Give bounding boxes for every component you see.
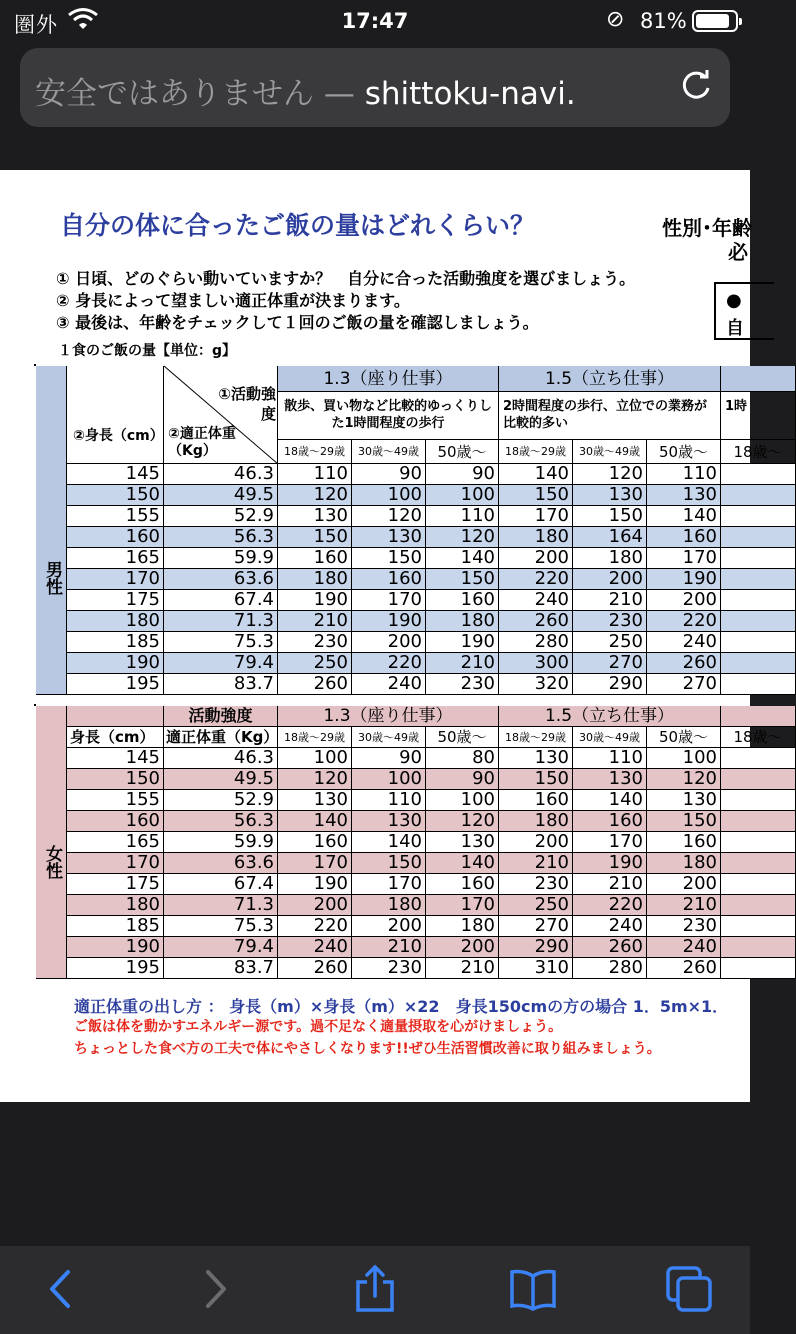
- table-cell: 160: [278, 832, 352, 853]
- share-icon[interactable]: [350, 1264, 400, 1314]
- table-cell: 190: [278, 590, 352, 611]
- right-title-2: 必: [728, 240, 748, 264]
- table-cell: 170: [67, 569, 164, 590]
- url-text[interactable]: [35, 68, 655, 113]
- battery-percent: 81%: [640, 9, 687, 33]
- table-cell: 56.3: [164, 527, 278, 548]
- table-cell: 80: [426, 748, 499, 769]
- table-cell: 250: [573, 632, 647, 653]
- level1-header: 1.3（座り仕事）: [278, 366, 499, 392]
- table-cell: 75.3: [164, 916, 278, 937]
- browser-toolbar: [0, 1246, 750, 1334]
- table-cell-clipped: [721, 853, 796, 874]
- age-header-3: 18歳～29歳: [499, 727, 573, 748]
- table-cell: 150: [352, 853, 426, 874]
- table-cell-clipped: [721, 958, 796, 979]
- table-cell: 140: [426, 548, 499, 569]
- battery-icon: [692, 10, 738, 32]
- table-cell: 83.7: [164, 674, 278, 695]
- table-cell: 230: [647, 916, 721, 937]
- table-cell: 46.3: [164, 464, 278, 485]
- table-cell: 180: [426, 611, 499, 632]
- table-cell-clipped: [721, 653, 796, 674]
- table-cell: 200: [499, 832, 573, 853]
- table-cell: 195: [67, 958, 164, 979]
- level3-header: [721, 706, 796, 727]
- table-cell-clipped: [721, 937, 796, 958]
- table-cell: 110: [426, 506, 499, 527]
- table-cell: 200: [352, 632, 426, 653]
- age-header-5: 50歳～: [647, 440, 721, 464]
- table-cell: 260: [647, 958, 721, 979]
- table-cell: 120: [573, 464, 647, 485]
- table-cell: 90: [426, 464, 499, 485]
- table-cell: 49.5: [164, 769, 278, 790]
- male-rice-table: [34, 364, 783, 694]
- table-cell: 290: [499, 937, 573, 958]
- table-cell: 175: [67, 874, 164, 895]
- table-cell: 140: [499, 464, 573, 485]
- table-cell: 220: [352, 653, 426, 674]
- table-cell: 190: [647, 569, 721, 590]
- table-cell: 280: [499, 632, 573, 653]
- table-cell: 160: [647, 527, 721, 548]
- table-cell: 100: [352, 485, 426, 506]
- table-cell: 140: [647, 506, 721, 527]
- table-cell: 220: [647, 611, 721, 632]
- age-header-3: 18歳～29歳: [499, 440, 573, 464]
- footer-note-2: ちょっとした食べ方の工夫で体にやさしくなります!!ぜひ生活習慣改善に取り組みましょう。: [74, 1041, 661, 1057]
- footer-formula: 適正体重の出し方 ： 身長（m）×身長（m）×22 身長150cmの方の場合 1．5m×1．: [74, 997, 729, 1016]
- age-header-4: 30歳～49歳: [573, 440, 647, 464]
- table-cell: 180: [352, 895, 426, 916]
- table-cell-clipped: [721, 464, 796, 485]
- age-header-0: 18歳～29歳: [278, 727, 352, 748]
- table-cell: 300: [499, 653, 573, 674]
- table-cell: 190: [67, 937, 164, 958]
- age-header-6: 18歳～: [721, 727, 796, 748]
- table-cell: 130: [647, 790, 721, 811]
- activity-label: 活動強度: [164, 706, 278, 727]
- table-cell: 150: [426, 569, 499, 590]
- url-domain: shittoku-navi.: [364, 76, 576, 112]
- table-cell: 160: [67, 527, 164, 548]
- table-cell: 190: [426, 632, 499, 653]
- level3-description: 1時: [721, 392, 796, 440]
- table-cell: 180: [499, 527, 573, 548]
- table-cell: 160: [278, 548, 352, 569]
- table-cell: 67.4: [164, 874, 278, 895]
- table-cell: 190: [352, 611, 426, 632]
- unit-note: １食のご飯の量【単位：g】: [58, 343, 237, 359]
- table-cell: 240: [352, 674, 426, 695]
- table-cell: 145: [67, 748, 164, 769]
- table-cell: 180: [647, 853, 721, 874]
- table-cell: 83.7: [164, 958, 278, 979]
- table-cell: 210: [426, 958, 499, 979]
- table-cell-clipped: [721, 811, 796, 832]
- table-cell: 200: [573, 569, 647, 590]
- table-cell: 150: [499, 769, 573, 790]
- table-cell-clipped: [721, 874, 796, 895]
- table-cell-clipped: [721, 632, 796, 653]
- female-rice-table: [34, 704, 783, 978]
- table-cell: 270: [647, 674, 721, 695]
- table-cell: 210: [573, 590, 647, 611]
- right-title-1: 性別･年齢: [662, 216, 752, 240]
- age-header-2: 50歳～: [426, 727, 499, 748]
- table-cell: 130: [573, 769, 647, 790]
- table-cell-clipped: [721, 790, 796, 811]
- table-cell: 164: [573, 527, 647, 548]
- table-cell: 170: [426, 895, 499, 916]
- table-cell: 59.9: [164, 548, 278, 569]
- age-header-4: 30歳～49歳: [573, 727, 647, 748]
- table-cell: 250: [499, 895, 573, 916]
- height-label: ②身長（cm）: [73, 428, 164, 444]
- table-cell: 110: [278, 464, 352, 485]
- table-cell: 160: [573, 811, 647, 832]
- table-cell: 230: [426, 674, 499, 695]
- age-header-1: 30歳～49歳: [352, 727, 426, 748]
- table-cell: 120: [352, 506, 426, 527]
- table-cell: 130: [573, 485, 647, 506]
- table-cell: 180: [426, 916, 499, 937]
- blank-header: [67, 706, 164, 727]
- table-cell: 230: [278, 632, 352, 653]
- web-content: [0, 170, 783, 1102]
- weight-label: 適正体重（Kg）: [166, 728, 279, 746]
- table-cell: 46.3: [164, 748, 278, 769]
- table-cell: 160: [426, 590, 499, 611]
- instruction-3: ③ 最後は、年齢をチェックして１回のご飯の量を確認しましょう。: [56, 313, 539, 332]
- table-cell: 120: [647, 769, 721, 790]
- table-cell: 220: [278, 916, 352, 937]
- table-cell: 180: [67, 895, 164, 916]
- table-cell: 200: [647, 874, 721, 895]
- table-cell: 52.9: [164, 506, 278, 527]
- table-cell: 180: [67, 611, 164, 632]
- table-cell-clipped: [721, 769, 796, 790]
- table-cell: 170: [67, 853, 164, 874]
- table-cell: 165: [67, 832, 164, 853]
- table-cell: 100: [426, 485, 499, 506]
- table-cell: 56.3: [164, 811, 278, 832]
- table-cell: 150: [573, 506, 647, 527]
- table-cell: 210: [426, 653, 499, 674]
- table-cell: 190: [278, 874, 352, 895]
- table-cell: 200: [647, 590, 721, 611]
- table-cell: 67.4: [164, 590, 278, 611]
- table-cell: 140: [573, 790, 647, 811]
- table-cell: 90: [426, 769, 499, 790]
- age-header-0: 18歳～29歳: [278, 440, 352, 464]
- table-cell: 260: [278, 674, 352, 695]
- table-cell-clipped: [721, 485, 796, 506]
- table-cell-clipped: [721, 916, 796, 937]
- table-cell: 290: [573, 674, 647, 695]
- table-cell: 240: [647, 937, 721, 958]
- sex-label: 男性: [42, 561, 62, 595]
- table-cell: 175: [67, 590, 164, 611]
- table-cell: 195: [67, 674, 164, 695]
- table-cell: 190: [67, 653, 164, 674]
- age-header-5: 50歳～: [647, 727, 721, 748]
- table-cell: 170: [647, 548, 721, 569]
- table-cell: 120: [426, 527, 499, 548]
- table-cell: 71.3: [164, 611, 278, 632]
- tabs-icon[interactable]: [664, 1264, 714, 1314]
- table-cell: 310: [499, 958, 573, 979]
- age-header-2: 50歳～: [426, 440, 499, 464]
- level1-header: 1.3（座り仕事）: [278, 706, 499, 727]
- table-cell: 230: [499, 874, 573, 895]
- table-cell: 240: [278, 937, 352, 958]
- forward-icon[interactable]: [190, 1264, 240, 1314]
- table-cell: 180: [573, 548, 647, 569]
- table-cell: 160: [67, 811, 164, 832]
- table-cell: 110: [573, 748, 647, 769]
- table-cell: 210: [352, 937, 426, 958]
- table-cell: 155: [67, 506, 164, 527]
- table-cell: 210: [573, 874, 647, 895]
- table-cell: 130: [278, 790, 352, 811]
- table-cell: 260: [499, 611, 573, 632]
- table-cell: 220: [499, 569, 573, 590]
- table-cell: 150: [278, 527, 352, 548]
- table-cell: 90: [352, 748, 426, 769]
- height-label: 身長（cm）: [67, 727, 164, 748]
- instruction-1: ① 日頃、どのぐらい動いていますか？ 自分に合った活動強度を選びましょう。: [56, 269, 636, 288]
- table-cell: 230: [352, 958, 426, 979]
- bookmarks-icon[interactable]: [508, 1264, 558, 1314]
- right-note-box: ● 自: [714, 282, 774, 340]
- table-cell-clipped: [721, 832, 796, 853]
- instruction-2: ② 身長によって望ましい適正体重が決まります。: [56, 291, 410, 310]
- table-cell: 180: [278, 569, 352, 590]
- table-cell: 59.9: [164, 832, 278, 853]
- table-cell: 185: [67, 916, 164, 937]
- table-cell: 100: [426, 790, 499, 811]
- table-cell: 170: [352, 874, 426, 895]
- table-cell: 200: [426, 937, 499, 958]
- table-cell: 270: [573, 653, 647, 674]
- table-cell: 120: [278, 769, 352, 790]
- table-cell: 145: [67, 464, 164, 485]
- table-cell-clipped: [721, 527, 796, 548]
- table-cell: 240: [573, 916, 647, 937]
- table-cell: 160: [499, 790, 573, 811]
- level3-header: [721, 366, 796, 392]
- table-cell: 210: [647, 895, 721, 916]
- activity-label: ①活動強度: [218, 385, 276, 423]
- table-cell: 250: [278, 653, 352, 674]
- table-cell: 160: [426, 874, 499, 895]
- table-cell: 140: [426, 853, 499, 874]
- table-cell: 170: [573, 832, 647, 853]
- table-cell: 170: [278, 853, 352, 874]
- table-cell: 79.4: [164, 653, 278, 674]
- table-cell: 52.9: [164, 790, 278, 811]
- table-cell: 200: [352, 916, 426, 937]
- address-bar[interactable]: [20, 48, 730, 127]
- table-cell: 185: [67, 632, 164, 653]
- table-cell: 230: [573, 611, 647, 632]
- table-cell: 140: [352, 832, 426, 853]
- table-cell: 130: [352, 811, 426, 832]
- table-cell: 155: [67, 790, 164, 811]
- table-cell: 260: [647, 653, 721, 674]
- footer-note-1: ご飯は体を動かすエネルギー源です。過不足なく適量摂取を心がけましょう。: [74, 1019, 563, 1035]
- table-cell-clipped: [721, 590, 796, 611]
- level2-header: 1.5（立ち仕事）: [499, 366, 721, 392]
- table-cell: 100: [278, 748, 352, 769]
- security-warning: 安全ではありません —: [35, 76, 365, 112]
- table-cell: 140: [278, 811, 352, 832]
- table-cell: 130: [499, 748, 573, 769]
- table-cell: 79.4: [164, 937, 278, 958]
- table-cell: 180: [499, 811, 573, 832]
- level1-description: 散歩、買い物など比較的ゆっくりした1時間程度の歩行: [278, 392, 499, 440]
- table-cell: 200: [278, 895, 352, 916]
- table-cell: 100: [647, 748, 721, 769]
- sex-column: [36, 366, 67, 695]
- table-cell: 240: [499, 590, 573, 611]
- carrier-label: 圏外: [14, 13, 58, 37]
- level2-header: 1.5（立ち仕事）: [499, 706, 721, 727]
- reload-icon[interactable]: [676, 66, 716, 106]
- table-cell: 270: [499, 916, 573, 937]
- table-cell-clipped: [721, 506, 796, 527]
- page-title: 自分の体に合ったご飯の量はどれくらい？: [60, 211, 536, 240]
- table-cell: 71.3: [164, 895, 278, 916]
- table-cell: 130: [352, 527, 426, 548]
- table-cell: 150: [67, 485, 164, 506]
- level2-description: 2時間程度の歩行、立位での業務が比較的多い: [499, 392, 721, 440]
- table-cell: 120: [278, 485, 352, 506]
- table-cell: 150: [67, 769, 164, 790]
- table-cell: 150: [647, 811, 721, 832]
- table-cell: 75.3: [164, 632, 278, 653]
- table-cell: 240: [647, 632, 721, 653]
- table-cell: 170: [352, 590, 426, 611]
- table-cell: 150: [499, 485, 573, 506]
- sex-label: 女性: [42, 845, 62, 879]
- table-cell-clipped: [721, 895, 796, 916]
- table-cell: 63.6: [164, 569, 278, 590]
- table-cell: 130: [426, 832, 499, 853]
- table-cell: 165: [67, 548, 164, 569]
- age-header-1: 30歳～49歳: [352, 440, 426, 464]
- table-cell: 120: [426, 811, 499, 832]
- table-cell-clipped: [721, 548, 796, 569]
- table-cell: 170: [499, 506, 573, 527]
- clock: 17:47: [341, 9, 409, 33]
- table-cell: 190: [573, 853, 647, 874]
- age-header-6: 18歳～: [721, 440, 796, 464]
- table-cell: 200: [499, 548, 573, 569]
- orientation-lock-icon: ⊘: [606, 7, 625, 32]
- table-cell: 160: [352, 569, 426, 590]
- table-cell: 63.6: [164, 853, 278, 874]
- table-cell: 210: [278, 611, 352, 632]
- table-cell-clipped: [721, 674, 796, 695]
- weight-label: ②適正体重（Kg）: [168, 426, 236, 459]
- back-icon[interactable]: [36, 1264, 86, 1314]
- table-cell: 110: [647, 464, 721, 485]
- table-cell: 110: [352, 790, 426, 811]
- table-cell: 49.5: [164, 485, 278, 506]
- table-cell: 130: [647, 485, 721, 506]
- table-cell-clipped: [721, 569, 796, 590]
- table-cell-clipped: [721, 748, 796, 769]
- table-cell: 320: [499, 674, 573, 695]
- table-cell: 210: [499, 853, 573, 874]
- status-bar: [0, 0, 750, 42]
- table-cell: 150: [352, 548, 426, 569]
- table-cell: 260: [278, 958, 352, 979]
- table-cell: 90: [352, 464, 426, 485]
- table-cell: 100: [352, 769, 426, 790]
- table-cell-clipped: [721, 611, 796, 632]
- table-cell: 160: [647, 832, 721, 853]
- table-cell: 260: [573, 937, 647, 958]
- table-cell: 220: [573, 895, 647, 916]
- table-cell: 280: [573, 958, 647, 979]
- table-cell: 130: [278, 506, 352, 527]
